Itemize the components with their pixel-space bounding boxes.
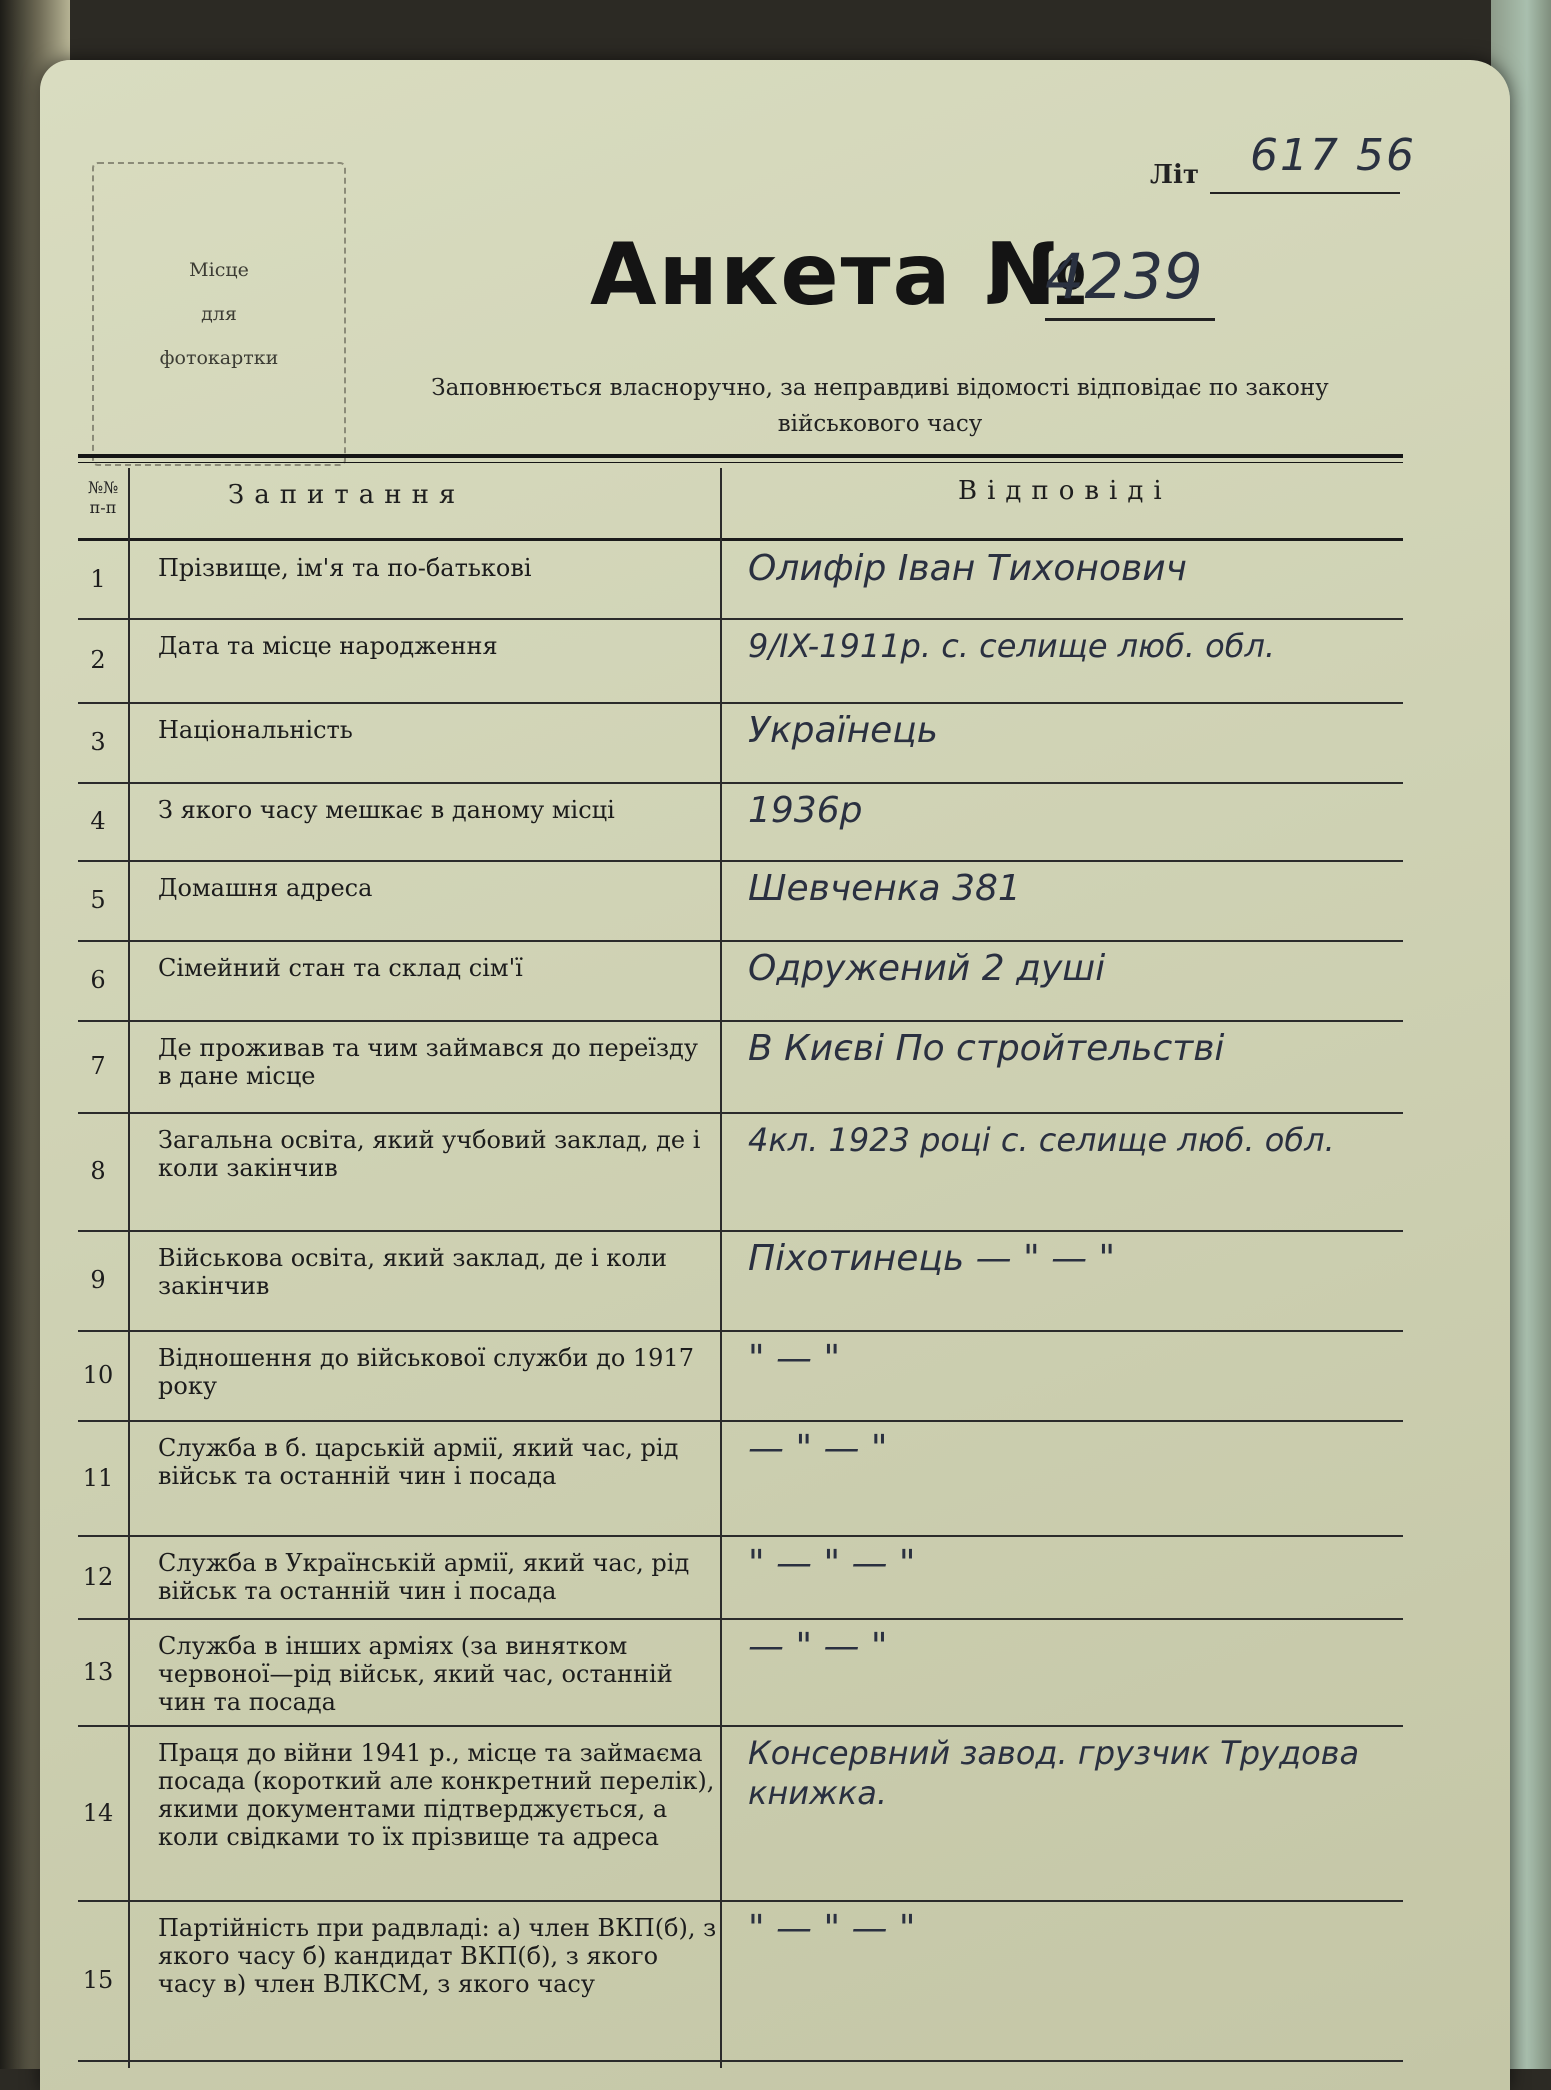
row-question: Служба в Українській армії, який час, рід військ та останній чин і посада	[158, 1549, 690, 1605]
row-question: З якого часу мешкає в даному місці	[158, 796, 615, 824]
table-row	[78, 1020, 1403, 1114]
row-answer: Консервний завод. грузчик Трудова книжка.	[748, 1734, 1360, 1812]
table-row	[78, 860, 1403, 942]
row-question: Військова освіта, який заклад, де і коли закінчив	[158, 1244, 667, 1300]
header-rule-thin	[78, 462, 1403, 463]
row-answer: Шевченка 381	[748, 868, 1021, 909]
photo-box-line3: фотокартки	[159, 347, 279, 369]
row-question: Сімейний стан та склад сім'ї	[158, 954, 523, 982]
row-number: 3	[90, 728, 106, 756]
row-number: 1	[90, 565, 106, 593]
form-title: Анкета №	[590, 225, 1090, 325]
row-question: Служба в б. царській армії, який час, рід військ та останній чин і посада	[158, 1434, 679, 1490]
row-number: 12	[82, 1562, 114, 1591]
header-number: №№ п-п	[87, 478, 119, 517]
table-row	[78, 1725, 1403, 1902]
row-question: Загальна освіта, який учбовий заклад, де і коли закінчив	[158, 1126, 701, 1182]
header-answer: Відповіді	[958, 476, 1172, 506]
table-row	[78, 1230, 1403, 1332]
row-number: 5	[90, 886, 106, 914]
row-question: Прізвище, ім'я та по-батькові	[158, 554, 532, 582]
table-row	[78, 782, 1403, 862]
lit-label: Літ	[1150, 160, 1199, 190]
row-number: 14	[82, 1798, 114, 1827]
photo-placeholder-box	[92, 162, 346, 466]
row-answer: 1936р	[748, 790, 863, 831]
row-number: 11	[82, 1463, 114, 1492]
header-question: Запитання	[228, 480, 466, 510]
row-number: 2	[90, 646, 106, 674]
table-row	[78, 702, 1403, 784]
table-row	[78, 940, 1403, 1022]
row-number: 4	[90, 807, 106, 835]
row-number: 10	[82, 1361, 114, 1389]
lit-value: 617 56	[1250, 130, 1416, 181]
row-number: 6	[90, 966, 106, 994]
lit-underline	[1210, 192, 1400, 194]
row-question: Праця до війни 1941 р., місце та займаєма посада (короткий але конкретний перелік), якими документами підтверджується, а коли свідками то їх прізвище та адреса	[158, 1739, 715, 1851]
row-answer: " — "	[748, 1338, 841, 1379]
row-answer: В Києві По стройтельстві	[748, 1028, 1225, 1069]
row-question: Партійність при радвладі: а) член ВКП(б), з якого часу б) кандидат ВКП(б), з якого часу в) член ВЛКСМ, з якого часу	[158, 1914, 717, 1998]
row-answer: — " — "	[748, 1626, 888, 1667]
table-row	[78, 1900, 1403, 2062]
form-number-underline	[1045, 318, 1215, 321]
row-answer: " — " — "	[748, 1543, 916, 1584]
row-number: 13	[82, 1657, 114, 1686]
row-answer: 9/IX-1911р. с. селище люб. обл.	[748, 627, 1276, 665]
table-header	[78, 468, 1403, 541]
row-answer: 4кл. 1923 році с. селище люб. обл.	[748, 1121, 1335, 1159]
header-rule	[78, 454, 1403, 458]
row-number: 7	[90, 1052, 106, 1080]
form-number: 4239	[1045, 240, 1203, 313]
photo-box-line2: для	[201, 303, 237, 325]
table-row	[78, 618, 1403, 704]
table-row	[78, 540, 1403, 620]
table-row	[78, 1330, 1403, 1422]
row-question: Відношення до військової служби до 1917 року	[158, 1344, 694, 1400]
row-question: Домашня адреса	[158, 874, 373, 902]
row-answer: Одружений 2 душі	[748, 948, 1106, 989]
table-row	[78, 1535, 1403, 1620]
row-answer: Олифір Іван Тихонович	[748, 548, 1187, 589]
table-row	[78, 1112, 1403, 1232]
table-row	[78, 1420, 1403, 1537]
row-question: Дата та місце народження	[158, 632, 498, 660]
row-number: 8	[90, 1157, 106, 1185]
row-number: 15	[82, 1966, 114, 1994]
form-subtitle: Заповнюється власноручно, за неправдиві відомості відповідає по закону військового часу	[431, 375, 1329, 437]
row-answer: Піхотинець — " — "	[748, 1238, 1116, 1279]
row-answer: — " — "	[748, 1428, 888, 1469]
row-question: Служба в інших арміях (за винятком червоної—рід військ, який час, останній чин та посада	[158, 1632, 673, 1716]
row-answer: Українець	[748, 710, 939, 751]
photo-box-line1: Місце	[189, 259, 249, 281]
row-question: Національність	[158, 716, 353, 744]
row-number: 9	[90, 1266, 106, 1294]
table-row	[78, 1618, 1403, 1727]
row-question: Де проживав та чим займався до переїзду в дане місце	[158, 1034, 698, 1090]
row-answer: " — " — "	[748, 1908, 916, 1949]
